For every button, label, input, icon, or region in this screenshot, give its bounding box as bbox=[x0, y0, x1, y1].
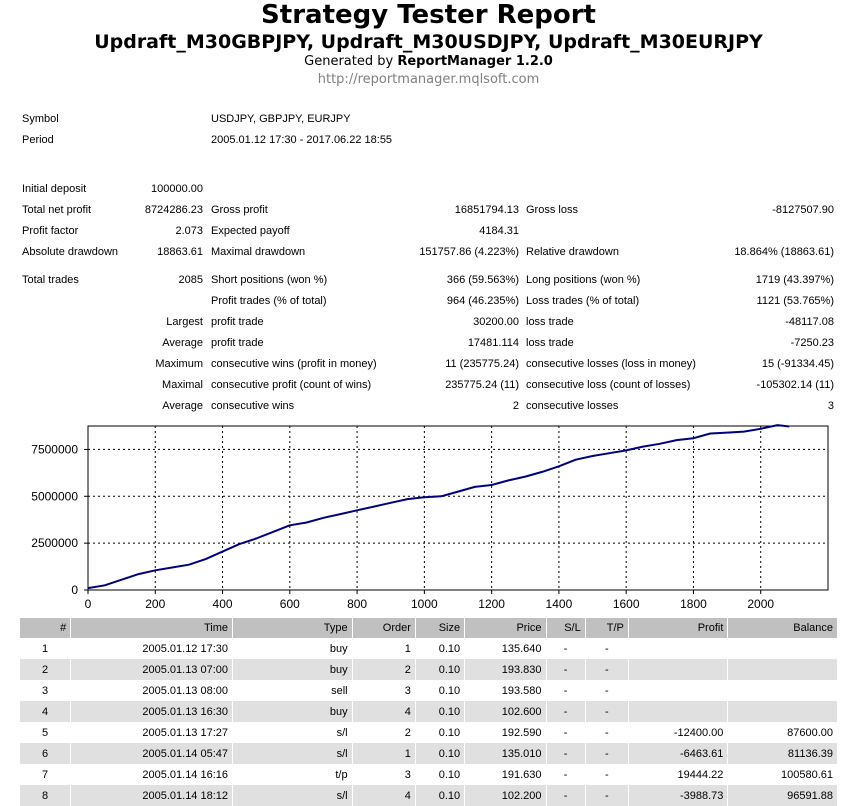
table-cell bbox=[628, 638, 727, 659]
x-tick-label: 1200 bbox=[478, 597, 505, 611]
table-cell: 2 bbox=[352, 659, 415, 680]
table-cell: 102.200 bbox=[465, 785, 546, 806]
x-tick-label: 1600 bbox=[612, 597, 640, 611]
table-cell: 0.10 bbox=[415, 638, 464, 659]
largest-profit-label: profit trade bbox=[211, 316, 264, 328]
table-cell: - bbox=[585, 785, 628, 806]
maximal-consec-profit-label: consecutive profit (count of wins) bbox=[211, 379, 372, 391]
symbol-value: USDJPY, GBPJPY, EURJPY bbox=[211, 113, 351, 125]
table-cell: 5 bbox=[20, 722, 71, 743]
table-cell: s/l bbox=[233, 722, 353, 743]
average-profit-label: profit trade bbox=[211, 337, 264, 349]
table-cell: 2005.01.13 16:30 bbox=[71, 701, 233, 722]
table-cell: 2005.01.14 05:47 bbox=[71, 743, 233, 764]
largest-loss-label: loss trade bbox=[526, 316, 574, 328]
profit-trades-value: 964 (46.235%) bbox=[446, 295, 519, 307]
table-cell: 0.10 bbox=[415, 764, 464, 785]
table-cell: 4 bbox=[20, 701, 71, 722]
relative-drawdown-label: Relative drawdown bbox=[526, 246, 619, 258]
x-tick-label: 200 bbox=[145, 597, 166, 611]
table-cell: - bbox=[546, 680, 585, 701]
table-cell: t/p bbox=[233, 764, 353, 785]
table-cell: - bbox=[546, 638, 585, 659]
col-header-type: Type bbox=[233, 618, 353, 638]
maximal-label: Maximal bbox=[162, 379, 203, 391]
table-row bbox=[20, 701, 838, 722]
col-header-number: # bbox=[20, 618, 71, 638]
loss-trades-label: Loss trades (% of total) bbox=[526, 295, 640, 307]
table-cell: 102.600 bbox=[465, 701, 546, 722]
table-cell: 0.10 bbox=[415, 659, 464, 680]
table-cell: 3 bbox=[20, 680, 71, 701]
relative-drawdown-value: 18.864% (18863.61) bbox=[734, 246, 834, 258]
total-net-profit-label: Total net profit bbox=[22, 204, 92, 216]
average-loss-value: -7250.23 bbox=[790, 337, 834, 349]
table-cell bbox=[728, 680, 838, 701]
table-cell: sell bbox=[233, 680, 353, 701]
expected-payoff-label: Expected payoff bbox=[211, 225, 290, 237]
table-row bbox=[20, 638, 838, 659]
table-cell: - bbox=[546, 701, 585, 722]
gross-profit-label: Gross profit bbox=[211, 204, 268, 216]
table-cell: 135.640 bbox=[465, 638, 546, 659]
table-cell: s/l bbox=[233, 743, 353, 764]
generated-prefix: Generated by bbox=[304, 54, 394, 69]
avg-consec-wins-label: consecutive wins bbox=[211, 400, 295, 412]
table-cell: - bbox=[585, 764, 628, 785]
table-cell: - bbox=[585, 743, 628, 764]
x-tick-label: 1000 bbox=[411, 597, 438, 611]
profit-trades-label: Profit trades (% of total) bbox=[211, 295, 327, 307]
x-tick-label: 1800 bbox=[680, 597, 707, 611]
total-trades-label: Total trades bbox=[22, 274, 79, 286]
expected-payoff-value: 4184.31 bbox=[479, 225, 519, 237]
average-label: Average bbox=[162, 337, 203, 349]
period-label: Period bbox=[22, 134, 54, 146]
table-cell: - bbox=[546, 743, 585, 764]
table-cell: buy bbox=[233, 638, 353, 659]
y-tick-label: 2500000 bbox=[31, 536, 78, 551]
profit-factor-label: Profit factor bbox=[22, 225, 79, 237]
table-row bbox=[20, 680, 838, 701]
col-header-balance: Balance bbox=[728, 618, 838, 638]
average-profit-value: 17481.114 bbox=[467, 337, 519, 349]
maximal-drawdown-label: Maximal drawdown bbox=[211, 246, 306, 258]
total-trades-value: 2085 bbox=[178, 274, 203, 286]
table-cell: - bbox=[585, 701, 628, 722]
y-tick-label: 7500000 bbox=[31, 442, 78, 457]
maximal-consec-profit-value: 235775.24 (11) bbox=[445, 379, 519, 391]
table-cell: - bbox=[546, 722, 585, 743]
gross-loss-label: Gross loss bbox=[526, 204, 578, 216]
table-cell: - bbox=[546, 785, 585, 806]
table-cell: 2005.01.14 18:12 bbox=[71, 785, 233, 806]
absolute-drawdown-value: 18863.61 bbox=[157, 246, 203, 258]
table-row bbox=[20, 743, 838, 764]
avg-consec-losses-label: consecutive losses bbox=[526, 400, 619, 412]
short-positions-label: Short positions (won %) bbox=[211, 274, 328, 286]
table-cell: - bbox=[585, 680, 628, 701]
maximal-consec-loss-label: consecutive loss (count of losses) bbox=[526, 379, 691, 391]
col-header-sl: S/L bbox=[546, 618, 585, 638]
max-consec-losses-value: 15 (-91334.45) bbox=[761, 358, 834, 370]
x-tick-label: 800 bbox=[347, 597, 368, 611]
table-cell: buy bbox=[233, 659, 353, 680]
balance-chart-svg bbox=[20, 420, 840, 618]
table-cell: 192.590 bbox=[465, 722, 546, 743]
table-cell: 191.630 bbox=[465, 764, 546, 785]
table-cell: 0.10 bbox=[415, 743, 464, 764]
table-header-row bbox=[20, 618, 838, 638]
table-cell: - bbox=[585, 722, 628, 743]
avg-consec-losses-value: 3 bbox=[827, 400, 834, 412]
table-cell: 0.10 bbox=[415, 680, 464, 701]
x-tick-label: 0 bbox=[84, 597, 92, 611]
x-tick-label: 1400 bbox=[545, 597, 573, 611]
table-cell bbox=[628, 680, 727, 701]
table-cell: 87600.00 bbox=[728, 722, 838, 743]
symbol-label: Symbol bbox=[22, 113, 59, 125]
table-cell bbox=[628, 659, 727, 680]
table-cell: 2 bbox=[352, 722, 415, 743]
table-cell: 100580.61 bbox=[728, 764, 838, 785]
x-tick-label: 400 bbox=[212, 597, 233, 611]
y-tick-label: 5000000 bbox=[31, 489, 78, 504]
initial-deposit-value: 100000.00 bbox=[151, 183, 203, 195]
table-cell: 2005.01.13 07:00 bbox=[71, 659, 233, 680]
maximal-drawdown-value: 151757.86 (4.223%) bbox=[419, 246, 519, 258]
table-cell bbox=[728, 638, 838, 659]
table-cell: 135.010 bbox=[465, 743, 546, 764]
largest-loss-value: -48117.08 bbox=[785, 316, 834, 328]
max-consec-losses-label: consecutive losses (loss in money) bbox=[526, 358, 696, 370]
table-cell: -6463.61 bbox=[628, 743, 727, 764]
max-consec-wins-label: consecutive wins (profit in money) bbox=[211, 358, 377, 370]
max-consec-wins-value: 11 (235775.24) bbox=[445, 358, 519, 370]
table-cell: - bbox=[546, 659, 585, 680]
report-subtitle: Updraft_M30GBPJPY, Updraft_M30USDJPY, Updraft_M30EURJPY bbox=[94, 31, 763, 53]
table-cell: -12400.00 bbox=[628, 722, 727, 743]
table-row bbox=[20, 785, 838, 806]
table-cell: 2005.01.14 16:16 bbox=[71, 764, 233, 785]
x-tick-label: 2000 bbox=[747, 597, 775, 611]
table-cell: - bbox=[546, 764, 585, 785]
generator-name: ReportManager 1.2.0 bbox=[397, 54, 553, 69]
col-header-tp: T/P bbox=[585, 618, 628, 638]
table-cell: 1 bbox=[352, 638, 415, 659]
average-consec-label: Average bbox=[162, 400, 203, 412]
period-value: 2005.01.12 17:30 - 2017.06.22 18:55 bbox=[211, 134, 393, 146]
table-cell: s/l bbox=[233, 785, 353, 806]
largest-profit-value: 30200.00 bbox=[473, 316, 519, 328]
table-cell bbox=[628, 701, 727, 722]
table-cell: 3 bbox=[352, 764, 415, 785]
short-positions-value: 366 (59.563%) bbox=[446, 274, 519, 286]
table-cell: 1 bbox=[20, 638, 71, 659]
table-cell: 2005.01.12 17:30 bbox=[71, 638, 233, 659]
col-header-price: Price bbox=[465, 618, 546, 638]
col-header-profit: Profit bbox=[628, 618, 727, 638]
loss-trades-value: 1121 (53.765%) bbox=[756, 295, 834, 307]
generator-url[interactable]: http://reportmanager.mqlsoft.com bbox=[317, 72, 540, 87]
col-header-time: Time bbox=[71, 618, 233, 638]
table-cell: 6 bbox=[20, 743, 71, 764]
table-cell: 193.830 bbox=[465, 659, 546, 680]
gross-profit-value: 16851794.13 bbox=[454, 204, 519, 216]
average-loss-label: loss trade bbox=[526, 337, 574, 349]
table-cell: 8 bbox=[20, 785, 71, 806]
long-positions-value: 1719 (43.397%) bbox=[755, 274, 834, 286]
table-cell: 0.10 bbox=[415, 722, 464, 743]
table-cell: - bbox=[585, 659, 628, 680]
maximum-label: Maximum bbox=[155, 358, 203, 370]
generated-by bbox=[0, 54, 857, 69]
table-cell: 1 bbox=[352, 743, 415, 764]
table-cell: 0.10 bbox=[415, 701, 464, 722]
table-row bbox=[20, 764, 838, 785]
col-header-order: Order bbox=[352, 618, 415, 638]
table-cell bbox=[728, 659, 838, 680]
table-cell: 19444.22 bbox=[628, 764, 727, 785]
maximal-consec-loss-value: -105302.14 (11) bbox=[756, 379, 834, 391]
table-cell: 2 bbox=[20, 659, 71, 680]
table-row bbox=[20, 659, 838, 680]
absolute-drawdown-label: Absolute drawdown bbox=[22, 246, 119, 258]
table-cell: 2005.01.13 08:00 bbox=[71, 680, 233, 701]
plot-area bbox=[88, 426, 828, 590]
y-tick-label: 0 bbox=[71, 583, 78, 597]
total-net-profit-value: 8724286.23 bbox=[144, 204, 203, 216]
gross-loss-value: -8127507.90 bbox=[772, 204, 834, 216]
table-cell: 81136.39 bbox=[728, 743, 838, 764]
col-header-size: Size bbox=[415, 618, 464, 638]
table-cell: 4 bbox=[352, 701, 415, 722]
initial-deposit-label: Initial deposit bbox=[22, 183, 87, 195]
avg-consec-wins-value: 2 bbox=[512, 400, 519, 412]
table-cell: 96591.88 bbox=[728, 785, 838, 806]
table-row bbox=[20, 722, 838, 743]
trades-table bbox=[20, 618, 838, 806]
report-title: Strategy Tester Report bbox=[261, 0, 596, 30]
table-cell bbox=[728, 701, 838, 722]
x-tick-label: 600 bbox=[279, 597, 300, 611]
table-cell: 3 bbox=[352, 680, 415, 701]
table-cell: - bbox=[585, 638, 628, 659]
balance-chart bbox=[20, 420, 840, 618]
table-cell: 0.10 bbox=[415, 785, 464, 806]
long-positions-label: Long positions (won %) bbox=[526, 274, 641, 286]
largest-label: Largest bbox=[166, 316, 203, 328]
table-cell: -3988.73 bbox=[628, 785, 727, 806]
table-cell: 193.580 bbox=[465, 680, 546, 701]
profit-factor-value: 2.073 bbox=[175, 225, 203, 237]
table-cell: 7 bbox=[20, 764, 71, 785]
table-cell: buy bbox=[233, 701, 353, 722]
table-cell: 4 bbox=[352, 785, 415, 806]
table-cell: 2005.01.13 17:27 bbox=[71, 722, 233, 743]
